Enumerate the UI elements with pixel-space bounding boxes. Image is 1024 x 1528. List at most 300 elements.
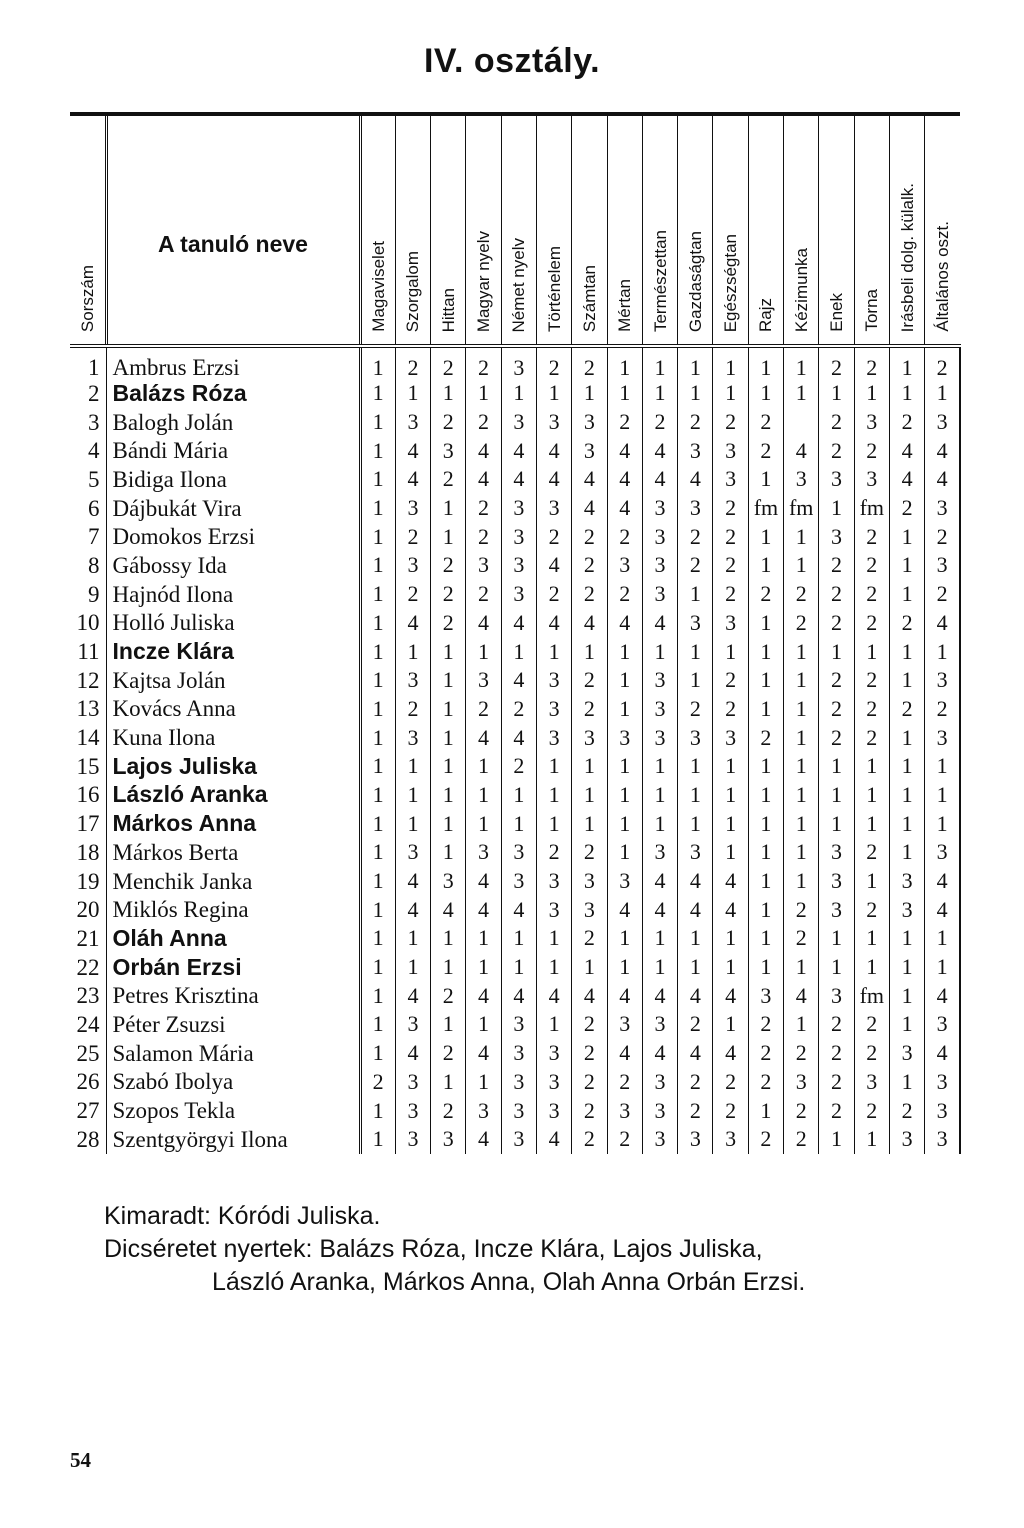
grade-cell: 3	[925, 838, 960, 867]
grade-cell: 4	[678, 465, 713, 494]
grade-cell: 2	[572, 924, 607, 953]
grade-cell: 3	[501, 1039, 536, 1068]
grade-cell: 3	[925, 1096, 960, 1125]
grade-cell: 1	[889, 379, 924, 408]
grade-cell: 4	[466, 609, 501, 638]
grade-cell: 1	[889, 924, 924, 953]
row-number: 6	[70, 494, 106, 523]
grade-cell: 2	[854, 580, 889, 609]
grade-cell: 4	[501, 895, 536, 924]
grade-cell: 4	[678, 895, 713, 924]
grade-cell: 1	[395, 752, 430, 781]
grade-cell: 3	[678, 494, 713, 523]
grade-cell: 1	[501, 379, 536, 408]
grade-table	[70, 112, 961, 1154]
row-number: 3	[70, 408, 106, 437]
column-header-subject: Enek	[819, 114, 854, 346]
row-number: 24	[70, 1010, 106, 1039]
grade-cell: 1	[360, 609, 395, 638]
grade-cell: 3	[925, 551, 960, 580]
grade-cell: 4	[925, 895, 960, 924]
grade-cell: 3	[607, 723, 642, 752]
grade-cell: 2	[784, 1039, 819, 1068]
grade-cell: 1	[819, 494, 854, 523]
grade-cell: 3	[678, 609, 713, 638]
grade-cell: 1	[819, 809, 854, 838]
grade-cell: 1	[607, 953, 642, 982]
grade-cell: 1	[854, 867, 889, 896]
grade-cell: 2	[572, 580, 607, 609]
grade-cell: 3	[889, 895, 924, 924]
grade-cell: 2	[466, 494, 501, 523]
grade-cell: 2	[713, 666, 748, 695]
grade-cell: 4	[395, 609, 430, 638]
grade-cell: 2	[607, 522, 642, 551]
grade-cell: 2	[819, 580, 854, 609]
grade-cell: 3	[501, 1010, 536, 1039]
grade-cell: 1	[925, 781, 960, 810]
grade-cell: 2	[748, 408, 783, 437]
table-row	[70, 895, 960, 924]
grade-cell: 3	[925, 1125, 960, 1154]
grade-cell: 3	[572, 436, 607, 465]
grade-cell: 1	[713, 838, 748, 867]
grade-cell: 3	[607, 1010, 642, 1039]
grade-cell: 2	[819, 1068, 854, 1097]
praise-note-line1: Dicséretet nyertek: Balázs Róza, Incze Klára, Lajos Juliska,	[104, 1235, 763, 1263]
table-row	[70, 580, 960, 609]
grade-cell: 4	[536, 981, 571, 1010]
row-number: 14	[70, 723, 106, 752]
grade-cell: 4	[572, 609, 607, 638]
grade-cell: 3	[642, 695, 677, 724]
grade-cell: 1	[360, 346, 395, 379]
grade-cell: 3	[819, 981, 854, 1010]
row-number: 10	[70, 609, 106, 638]
grade-cell: 2	[431, 346, 466, 379]
grade-cell: 4	[642, 1039, 677, 1068]
row-number: 16	[70, 781, 106, 810]
grade-cell: 2	[713, 695, 748, 724]
grade-cell: 4	[395, 465, 430, 494]
grade-cell: 1	[395, 809, 430, 838]
grade-cell: 2	[713, 551, 748, 580]
grade-cell: 3	[395, 1125, 430, 1154]
grade-cell: 2	[395, 522, 430, 551]
grade-cell: 1	[607, 346, 642, 379]
grade-cell: 1	[536, 1010, 571, 1039]
grade-cell: 3	[607, 1096, 642, 1125]
grade-cell: 1	[819, 637, 854, 666]
table-row	[70, 1010, 960, 1039]
grade-cell: 2	[678, 1010, 713, 1039]
grade-cell: 2	[431, 408, 466, 437]
grade-cell: 4	[466, 895, 501, 924]
grade-cell: 1	[889, 809, 924, 838]
column-header-subject: Kézimunka	[784, 114, 819, 346]
grade-cell: 1	[889, 752, 924, 781]
grade-cell: 1	[678, 781, 713, 810]
grade-cell: 1	[431, 494, 466, 523]
grade-cell: 1	[889, 522, 924, 551]
grade-cell: 1	[713, 953, 748, 982]
grade-cell: 1	[395, 781, 430, 810]
grade-cell: 2	[536, 580, 571, 609]
row-number: 22	[70, 953, 106, 982]
table-row	[70, 1039, 960, 1068]
grade-cell: 1	[501, 637, 536, 666]
grade-cell: 3	[395, 408, 430, 437]
grade-cell: 2	[572, 1125, 607, 1154]
grade-cell: 1	[889, 723, 924, 752]
student-name: Incze Klára	[106, 637, 360, 666]
column-header-subject: Rajz	[748, 114, 783, 346]
grade-cell: 1	[536, 953, 571, 982]
grade-cell	[784, 408, 819, 437]
grade-cell: 1	[536, 637, 571, 666]
table-row	[70, 809, 960, 838]
grade-cell: 1	[854, 752, 889, 781]
grade-cell: 1	[431, 953, 466, 982]
grade-cell: 1	[889, 953, 924, 982]
grade-cell: 4	[395, 895, 430, 924]
student-name: Kovács Anna	[106, 695, 360, 724]
grade-cell: 1	[431, 723, 466, 752]
grade-cell: 3	[431, 436, 466, 465]
grade-cell: 3	[713, 436, 748, 465]
row-number: 2	[70, 379, 106, 408]
grade-cell: 1	[360, 781, 395, 810]
grade-cell: 2	[501, 752, 536, 781]
grade-cell: 4	[501, 981, 536, 1010]
grade-cell: 1	[501, 953, 536, 982]
grade-cell: 4	[607, 436, 642, 465]
grade-cell: 2	[819, 695, 854, 724]
grade-cell: 3	[678, 1125, 713, 1154]
grade-cell: 4	[925, 436, 960, 465]
grade-cell: 3	[431, 867, 466, 896]
grade-cell: 2	[819, 436, 854, 465]
grade-cell: 1	[678, 379, 713, 408]
grade-cell: 1	[678, 637, 713, 666]
grade-cell: 3	[395, 551, 430, 580]
grade-cell: 1	[678, 752, 713, 781]
grade-cell: 2	[607, 580, 642, 609]
grade-cell: 2	[431, 1096, 466, 1125]
grade-cell: 1	[360, 924, 395, 953]
grade-cell: 3	[536, 1068, 571, 1097]
grade-cell: 3	[642, 494, 677, 523]
column-header-subject: Egészségtan	[713, 114, 748, 346]
grade-cell: 2	[536, 346, 571, 379]
student-name: Bándi Mária	[106, 436, 360, 465]
grade-cell: 3	[501, 1125, 536, 1154]
grade-cell: 1	[784, 838, 819, 867]
grade-cell: 3	[501, 838, 536, 867]
grade-cell: 2	[713, 1068, 748, 1097]
column-header-subject: Magyar nyelv	[466, 114, 501, 346]
notes	[104, 1200, 805, 1299]
grade-cell: 4	[713, 867, 748, 896]
grade-cell: 1	[360, 494, 395, 523]
grade-cell: 2	[572, 838, 607, 867]
grade-cell: 1	[501, 924, 536, 953]
grade-cell: 2	[819, 408, 854, 437]
grade-cell: 2	[678, 695, 713, 724]
grade-cell: 3	[536, 695, 571, 724]
grade-cell: 4	[607, 1039, 642, 1068]
grade-cell: 1	[713, 379, 748, 408]
grade-cell: 1	[360, 752, 395, 781]
grade-cell: 1	[713, 1010, 748, 1039]
grade-cell: 1	[642, 781, 677, 810]
grade-cell: 1	[713, 781, 748, 810]
grade-cell: 1	[607, 781, 642, 810]
grade-cell: 3	[572, 408, 607, 437]
grade-cell: 4	[925, 465, 960, 494]
grade-cell: 2	[854, 609, 889, 638]
grade-cell: 4	[501, 465, 536, 494]
grade-cell: 1	[854, 781, 889, 810]
grade-cell: 1	[889, 580, 924, 609]
grade-cell: 3	[536, 1096, 571, 1125]
row-number: 23	[70, 981, 106, 1010]
grade-cell: 4	[607, 609, 642, 638]
grade-cell: 4	[466, 723, 501, 752]
grade-cell: 1	[395, 379, 430, 408]
grade-cell: 1	[360, 637, 395, 666]
grade-cell: 2	[854, 666, 889, 695]
grade-cell: 4	[784, 436, 819, 465]
grade-cell: 3	[678, 838, 713, 867]
grade-cell: 1	[360, 408, 395, 437]
table-row	[70, 408, 960, 437]
column-header-number: Sorszám	[70, 114, 106, 346]
grade-cell: 4	[395, 436, 430, 465]
table-row	[70, 924, 960, 953]
grade-cell: 2	[466, 346, 501, 379]
grade-cell: 3	[925, 408, 960, 437]
table-row	[70, 1125, 960, 1154]
grade-cell: 1	[854, 379, 889, 408]
grade-cell: 2	[854, 838, 889, 867]
grade-cell: 3	[642, 1125, 677, 1154]
grade-cell: 1	[925, 752, 960, 781]
grade-cell: 1	[784, 809, 819, 838]
grade-cell: 4	[501, 666, 536, 695]
student-name: Dájbukát Vira	[106, 494, 360, 523]
student-name: Ambrus Erzsi	[106, 346, 360, 379]
grade-cell: 3	[466, 666, 501, 695]
grade-cell: 1	[607, 666, 642, 695]
column-header-subject: Gazdaságtan	[678, 114, 713, 346]
grade-cell: 3	[536, 867, 571, 896]
student-name: Péter Zsuzsi	[106, 1010, 360, 1039]
grade-cell: fm	[854, 494, 889, 523]
grade-cell: 1	[925, 924, 960, 953]
grade-cell: 1	[431, 809, 466, 838]
grade-cell: 1	[360, 838, 395, 867]
grade-cell: 1	[607, 809, 642, 838]
table-row	[70, 723, 960, 752]
grade-cell: 1	[784, 637, 819, 666]
grade-cell: 1	[360, 551, 395, 580]
grade-cell: 4	[395, 981, 430, 1010]
grade-cell: 2	[925, 580, 960, 609]
grade-cell: 1	[431, 1010, 466, 1039]
grade-cell: 4	[642, 465, 677, 494]
row-number: 27	[70, 1096, 106, 1125]
grade-cell: 2	[431, 609, 466, 638]
grade-cell: 3	[642, 551, 677, 580]
grade-cell: 4	[466, 867, 501, 896]
grade-cell: 1	[748, 781, 783, 810]
grade-cell: 2	[748, 580, 783, 609]
grade-cell: 3	[501, 580, 536, 609]
grade-cell: 1	[642, 953, 677, 982]
grade-cell: 2	[748, 1010, 783, 1039]
grade-cell: 1	[819, 752, 854, 781]
table-row	[70, 981, 960, 1010]
grade-cell: fm	[854, 981, 889, 1010]
grade-cell: 1	[784, 551, 819, 580]
student-name: Petres Krisztina	[106, 981, 360, 1010]
grade-cell: 1	[466, 1010, 501, 1039]
grade-cell: 3	[713, 465, 748, 494]
grade-cell: 2	[360, 1068, 395, 1097]
grade-cell: 4	[678, 981, 713, 1010]
grade-cell: 2	[854, 695, 889, 724]
grade-cell: 3	[501, 408, 536, 437]
grade-cell: 2	[748, 1039, 783, 1068]
grade-cell: 1	[819, 781, 854, 810]
grade-cell: 1	[713, 809, 748, 838]
grade-cell: 1	[607, 695, 642, 724]
grade-cell: 2	[925, 522, 960, 551]
grade-cell: 1	[748, 924, 783, 953]
grade-cell: 4	[607, 494, 642, 523]
grade-cell: 1	[395, 637, 430, 666]
grade-cell: 1	[572, 809, 607, 838]
grade-cell: 1	[819, 924, 854, 953]
grade-cell: 2	[395, 695, 430, 724]
grade-cell: 2	[642, 408, 677, 437]
grade-cell: 2	[678, 551, 713, 580]
grade-cell: 2	[572, 1096, 607, 1125]
student-name: Gábossy Ida	[106, 551, 360, 580]
grade-cell: 1	[360, 379, 395, 408]
grade-cell: 2	[784, 1096, 819, 1125]
grade-cell: 3	[642, 666, 677, 695]
grade-cell: 2	[784, 924, 819, 953]
grade-cell: 4	[642, 895, 677, 924]
student-name: Kuna Ilona	[106, 723, 360, 752]
grade-cell: 2	[889, 408, 924, 437]
grade-cell: 2	[678, 408, 713, 437]
grade-cell: 3	[536, 1039, 571, 1068]
grade-cell: 2	[572, 522, 607, 551]
grade-cell: 3	[466, 1096, 501, 1125]
column-header-subject: Német nyelv	[501, 114, 536, 346]
grade-cell: 3	[819, 895, 854, 924]
grade-cell: 3	[713, 1125, 748, 1154]
grade-cell: 3	[854, 408, 889, 437]
grade-cell: 2	[431, 551, 466, 580]
grade-cell: 3	[395, 1096, 430, 1125]
grade-cell: 1	[360, 809, 395, 838]
grade-cell: 4	[642, 981, 677, 1010]
row-number: 17	[70, 809, 106, 838]
grade-cell: 1	[501, 809, 536, 838]
student-name: Kajtsa Jolán	[106, 666, 360, 695]
grade-cell: 2	[748, 436, 783, 465]
grade-cell: 2	[466, 408, 501, 437]
grade-cell: 1	[748, 609, 783, 638]
grade-cell: 4	[395, 867, 430, 896]
grade-cell: 3	[642, 723, 677, 752]
page-title: IV. osztály.	[423, 42, 601, 80]
grade-cell: 3	[572, 867, 607, 896]
row-number: 4	[70, 436, 106, 465]
row-number: 11	[70, 637, 106, 666]
grade-cell: 3	[925, 494, 960, 523]
table-row	[70, 465, 960, 494]
column-header-name: A tanuló neve	[106, 114, 360, 346]
table-body	[70, 346, 960, 1154]
grade-cell: 1	[607, 924, 642, 953]
grade-cell: 1	[642, 809, 677, 838]
grade-cell: 2	[748, 1125, 783, 1154]
grade-cell: 1	[784, 953, 819, 982]
grade-cell: 4	[925, 609, 960, 638]
grade-cell: 2	[854, 551, 889, 580]
grade-cell: 4	[784, 981, 819, 1010]
grade-cell: 4	[572, 981, 607, 1010]
grade-cell: 3	[642, 580, 677, 609]
row-number: 7	[70, 522, 106, 551]
grade-cell: 4	[501, 723, 536, 752]
grade-cell: 3	[466, 551, 501, 580]
grade-cell: 2	[784, 580, 819, 609]
grade-cell: 1	[854, 637, 889, 666]
grade-cell: 2	[713, 1096, 748, 1125]
grade-cell: 2	[854, 436, 889, 465]
grade-cell: 1	[819, 379, 854, 408]
grade-cell: 2	[925, 346, 960, 379]
grade-cell: 2	[572, 666, 607, 695]
grade-cell: 2	[889, 494, 924, 523]
grade-cell: 3	[501, 522, 536, 551]
grade-cell: 3	[395, 838, 430, 867]
grade-cell: 1	[784, 379, 819, 408]
grade-cell: 2	[784, 895, 819, 924]
grade-cell: 4	[889, 465, 924, 494]
grade-cell: 3	[889, 867, 924, 896]
grade-cell: 3	[819, 838, 854, 867]
grade-cell: 1	[748, 838, 783, 867]
column-header-subject: Általános oszt.	[925, 114, 960, 346]
grade-cell: 1	[854, 1125, 889, 1154]
grade-cell: 2	[466, 580, 501, 609]
column-header-subject: Természettan	[642, 114, 677, 346]
grade-cell: 4	[607, 465, 642, 494]
row-number: 9	[70, 580, 106, 609]
grade-cell: 2	[572, 346, 607, 379]
grade-cell: 1	[748, 895, 783, 924]
grade-cell: 2	[431, 465, 466, 494]
grade-cell: 1	[395, 924, 430, 953]
student-name: Miklós Regina	[106, 895, 360, 924]
